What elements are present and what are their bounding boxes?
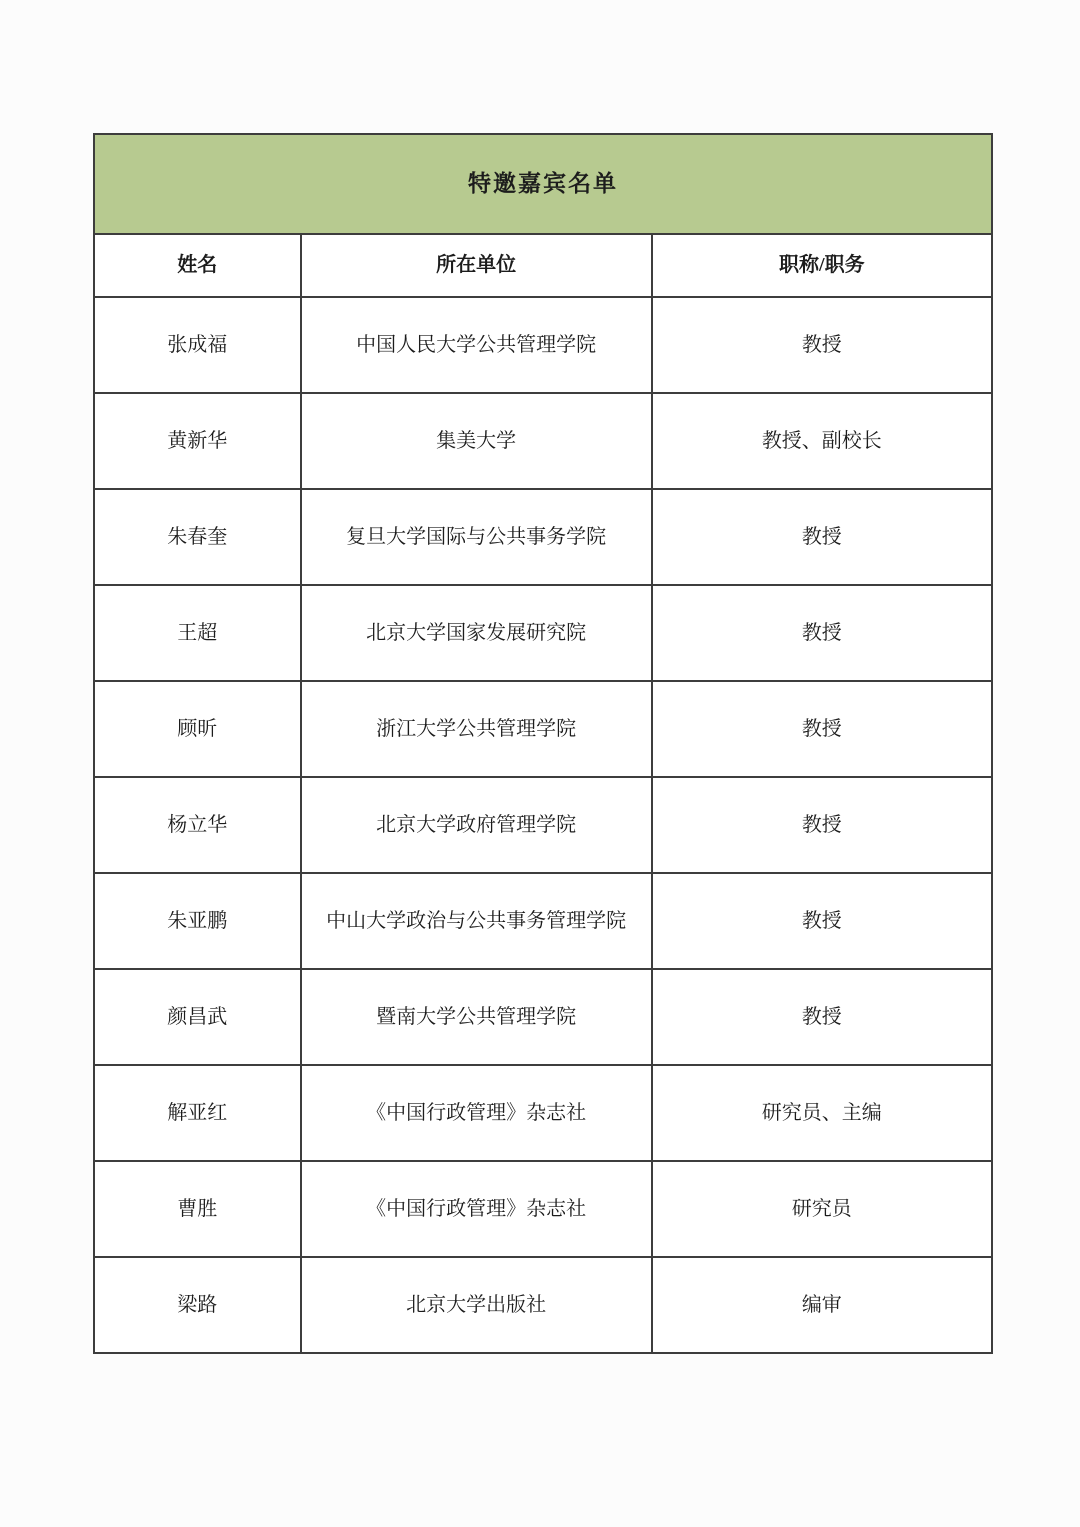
cell-affiliation: 北京大学政府管理学院 [301,777,652,873]
cell-title: 教授 [652,969,992,1065]
cell-title: 教授 [652,489,992,585]
cell-title: 教授 [652,873,992,969]
cell-title: 研究员、主编 [652,1065,992,1161]
cell-title: 研究员 [652,1161,992,1257]
column-header-affiliation: 所在单位 [301,234,652,297]
cell-affiliation: 中山大学政治与公共事务管理学院 [301,873,652,969]
cell-affiliation: 暨南大学公共管理学院 [301,969,652,1065]
cell-affiliation: 中国人民大学公共管理学院 [301,297,652,393]
cell-title: 教授、副校长 [652,393,992,489]
cell-name: 朱春奎 [94,489,301,585]
table-row [94,681,992,777]
table-row [94,873,992,969]
guest-table-body [94,297,992,1353]
cell-affiliation: 北京大学出版社 [301,1257,652,1353]
column-header-name: 姓名 [94,234,301,297]
table-title-row [94,134,992,234]
cell-name: 杨立华 [94,777,301,873]
cell-title: 教授 [652,777,992,873]
table-row [94,393,992,489]
cell-title: 教授 [652,585,992,681]
cell-name: 黄新华 [94,393,301,489]
column-header-title: 职称/职务 [652,234,992,297]
table-header-row [94,234,992,297]
cell-name: 张成福 [94,297,301,393]
cell-name: 顾昕 [94,681,301,777]
cell-affiliation: 浙江大学公共管理学院 [301,681,652,777]
cell-name: 朱亚鹏 [94,873,301,969]
table-row [94,1161,992,1257]
cell-name: 颜昌武 [94,969,301,1065]
table-row [94,1065,992,1161]
table-title: 特邀嘉宾名单 [94,134,992,234]
table-row [94,585,992,681]
cell-name: 王超 [94,585,301,681]
cell-title: 教授 [652,681,992,777]
table-row [94,777,992,873]
cell-title: 教授 [652,297,992,393]
cell-name: 解亚红 [94,1065,301,1161]
cell-title: 编审 [652,1257,992,1353]
table-row [94,489,992,585]
cell-affiliation: 北京大学国家发展研究院 [301,585,652,681]
cell-affiliation: 《中国行政管理》杂志社 [301,1161,652,1257]
cell-affiliation: 《中国行政管理》杂志社 [301,1065,652,1161]
table-row [94,297,992,393]
cell-name: 曹胜 [94,1161,301,1257]
cell-affiliation: 集美大学 [301,393,652,489]
table-row [94,1257,992,1353]
table-row [94,969,992,1065]
guest-list-table [93,133,993,1354]
cell-affiliation: 复旦大学国际与公共事务学院 [301,489,652,585]
cell-name: 梁路 [94,1257,301,1353]
